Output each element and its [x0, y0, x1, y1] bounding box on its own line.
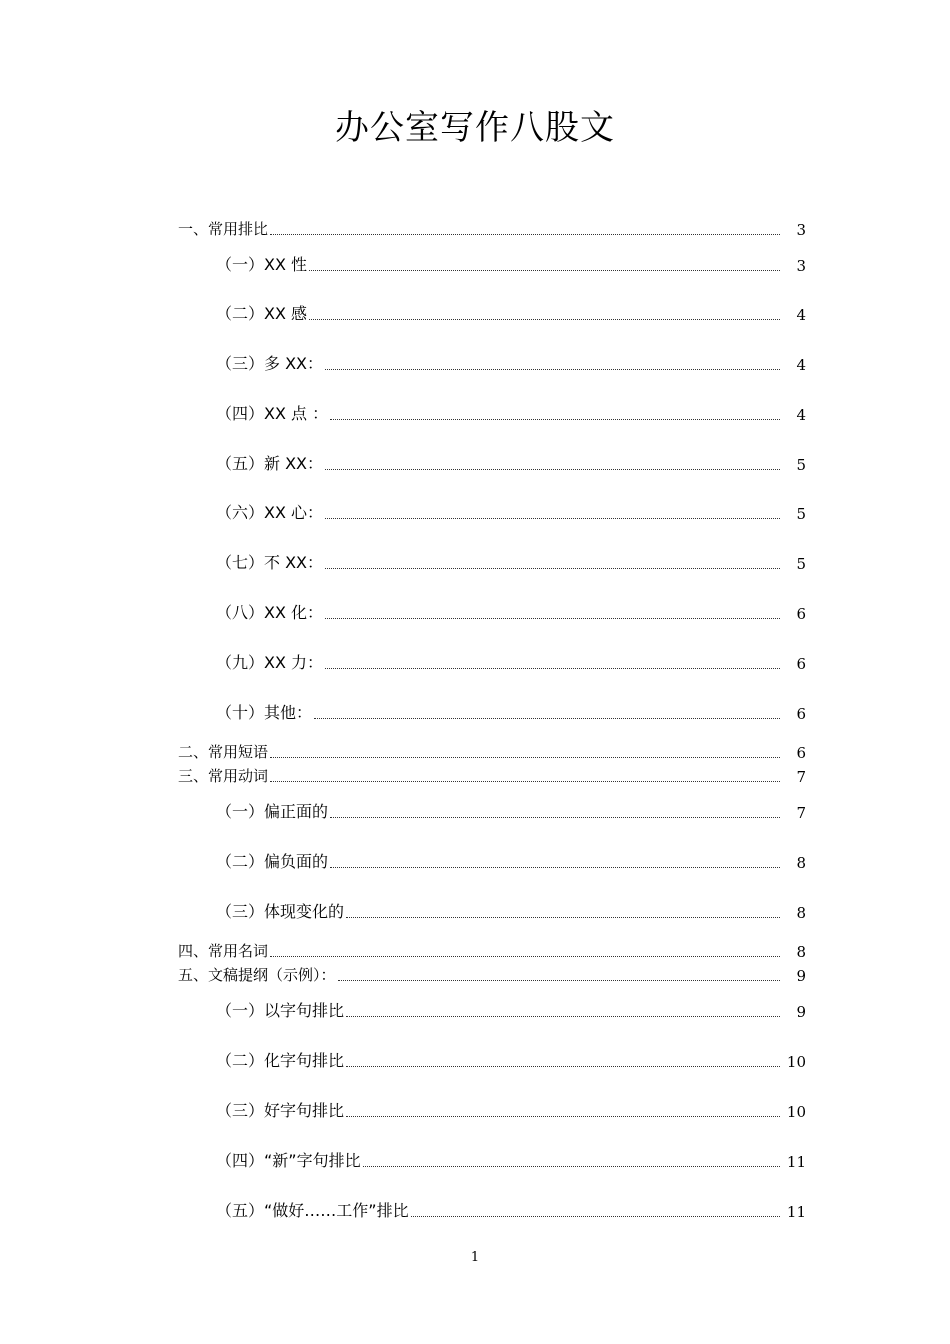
toc-entry-page: 4	[796, 356, 806, 374]
toc-entry-label: （三）多 XX：	[216, 354, 324, 373]
toc-entry-label: （二）XX 感	[216, 304, 308, 323]
toc-entry-page: 3	[796, 257, 806, 275]
toc-leader-dots	[270, 233, 780, 235]
toc-entry[interactable]	[178, 940, 806, 961]
toc-entry[interactable]	[178, 218, 806, 239]
toc-leader-dots	[309, 318, 780, 320]
toc-leader-dots	[346, 916, 780, 918]
toc-leader-dots	[325, 567, 780, 569]
toc-leader-dots	[325, 617, 780, 619]
toc-entry-label: 一、常用排比	[178, 220, 269, 238]
toc-entry-page: 7	[796, 804, 806, 822]
toc-entry-page: 3	[796, 221, 806, 239]
toc-entry-page: 6	[796, 655, 806, 673]
toc-entry-label: （一）偏正面的	[216, 802, 329, 821]
toc-entry-page: 6	[796, 605, 806, 623]
toc-leader-dots	[325, 368, 780, 370]
document-title: 办公室写作八股文	[335, 108, 615, 148]
toc-leader-dots	[270, 756, 780, 758]
toc-entry-label: （四）XX 点 ：	[216, 404, 329, 423]
toc-entry[interactable]	[216, 1198, 806, 1221]
toc-entry-page: 11	[786, 1153, 806, 1171]
toc-leader-dots	[325, 667, 780, 669]
toc-entry-page: 5	[796, 555, 806, 573]
toc-leader-dots	[411, 1215, 780, 1217]
toc-entry-label: （七）不 XX：	[216, 553, 324, 572]
toc-entry-label: （八）XX 化：	[216, 603, 324, 622]
toc-entry[interactable]	[216, 550, 806, 573]
toc-leader-dots	[309, 269, 780, 271]
toc-entry-label: （一）XX 性	[216, 255, 308, 274]
toc-entry-page: 8	[796, 854, 806, 872]
toc-entry[interactable]	[216, 700, 806, 723]
toc-leader-dots	[314, 717, 780, 719]
page-number: 1	[470, 1250, 480, 1265]
toc-entry-page: 6	[796, 744, 806, 762]
toc-entry[interactable]	[178, 765, 806, 786]
toc-entry[interactable]	[216, 451, 806, 474]
toc-entry-page: 4	[796, 406, 806, 424]
toc-entry-page: 9	[796, 967, 806, 985]
toc-entry-page: 8	[796, 943, 806, 961]
toc-entry-page: 6	[796, 705, 806, 723]
toc-entry[interactable]	[216, 500, 806, 523]
toc-entry[interactable]	[216, 899, 806, 922]
toc-leader-dots	[330, 418, 780, 420]
toc-entry[interactable]	[216, 351, 806, 374]
toc-leader-dots	[338, 979, 780, 981]
toc-entry[interactable]	[216, 650, 806, 673]
toc-leader-dots	[330, 816, 780, 818]
toc-entry-label: （四）“新”字句排比	[216, 1151, 361, 1170]
toc-leader-dots	[346, 1015, 780, 1017]
toc-entry[interactable]	[216, 998, 806, 1021]
toc-leader-dots	[325, 468, 780, 470]
toc-entry[interactable]	[216, 1048, 806, 1071]
toc-entry[interactable]	[216, 401, 806, 424]
toc-entry-label: （一）以字句排比	[216, 1001, 345, 1020]
toc-entry-label: 五、文稿提纲（示例）：	[178, 966, 336, 984]
toc-entry[interactable]	[216, 799, 806, 822]
toc-entry-page: 5	[796, 456, 806, 474]
toc-entry-label: （三）体现变化的	[216, 902, 345, 921]
toc-entry-page: 4	[796, 306, 806, 324]
toc-entry-label: 三、常用动词	[178, 767, 269, 785]
toc-entry-label: （五）新 XX：	[216, 454, 324, 473]
toc-leader-dots	[363, 1165, 780, 1167]
toc-entry-label: （六）XX 心：	[216, 503, 324, 522]
toc-leader-dots	[270, 780, 780, 782]
toc-leader-dots	[325, 517, 780, 519]
toc-entry[interactable]	[216, 1098, 806, 1121]
toc-entry[interactable]	[178, 741, 806, 762]
toc-entry-label: （十）其他：	[216, 703, 313, 722]
toc-entry[interactable]	[216, 600, 806, 623]
toc-leader-dots	[346, 1115, 780, 1117]
toc-entry-page: 10	[786, 1053, 806, 1071]
toc-entry-label: 四、常用名词	[178, 942, 269, 960]
toc-entry-page: 5	[796, 505, 806, 523]
toc-leader-dots	[270, 955, 780, 957]
toc-leader-dots	[346, 1065, 780, 1067]
toc-leader-dots	[330, 866, 780, 868]
toc-entry-page: 10	[786, 1103, 806, 1121]
toc-entry[interactable]	[216, 849, 806, 872]
toc-entry[interactable]	[216, 252, 806, 275]
toc-entry-page: 9	[796, 1003, 806, 1021]
toc-entry-label: （二）化字句排比	[216, 1051, 345, 1070]
toc-entry[interactable]	[216, 1148, 806, 1171]
toc-entry-label: （三）好字句排比	[216, 1101, 345, 1120]
toc-entry-label: （五）“做好……工作”排比	[216, 1201, 409, 1220]
toc-entry-label: 二、常用短语	[178, 743, 269, 761]
toc-entry-page: 11	[786, 1203, 806, 1221]
toc-entry-page: 8	[796, 904, 806, 922]
toc-entry-label: （九）XX 力：	[216, 653, 324, 672]
toc-entry[interactable]	[178, 964, 806, 985]
toc-entry[interactable]	[216, 301, 806, 324]
toc-entry-page: 7	[796, 768, 806, 786]
toc-entry-label: （二）偏负面的	[216, 852, 329, 871]
